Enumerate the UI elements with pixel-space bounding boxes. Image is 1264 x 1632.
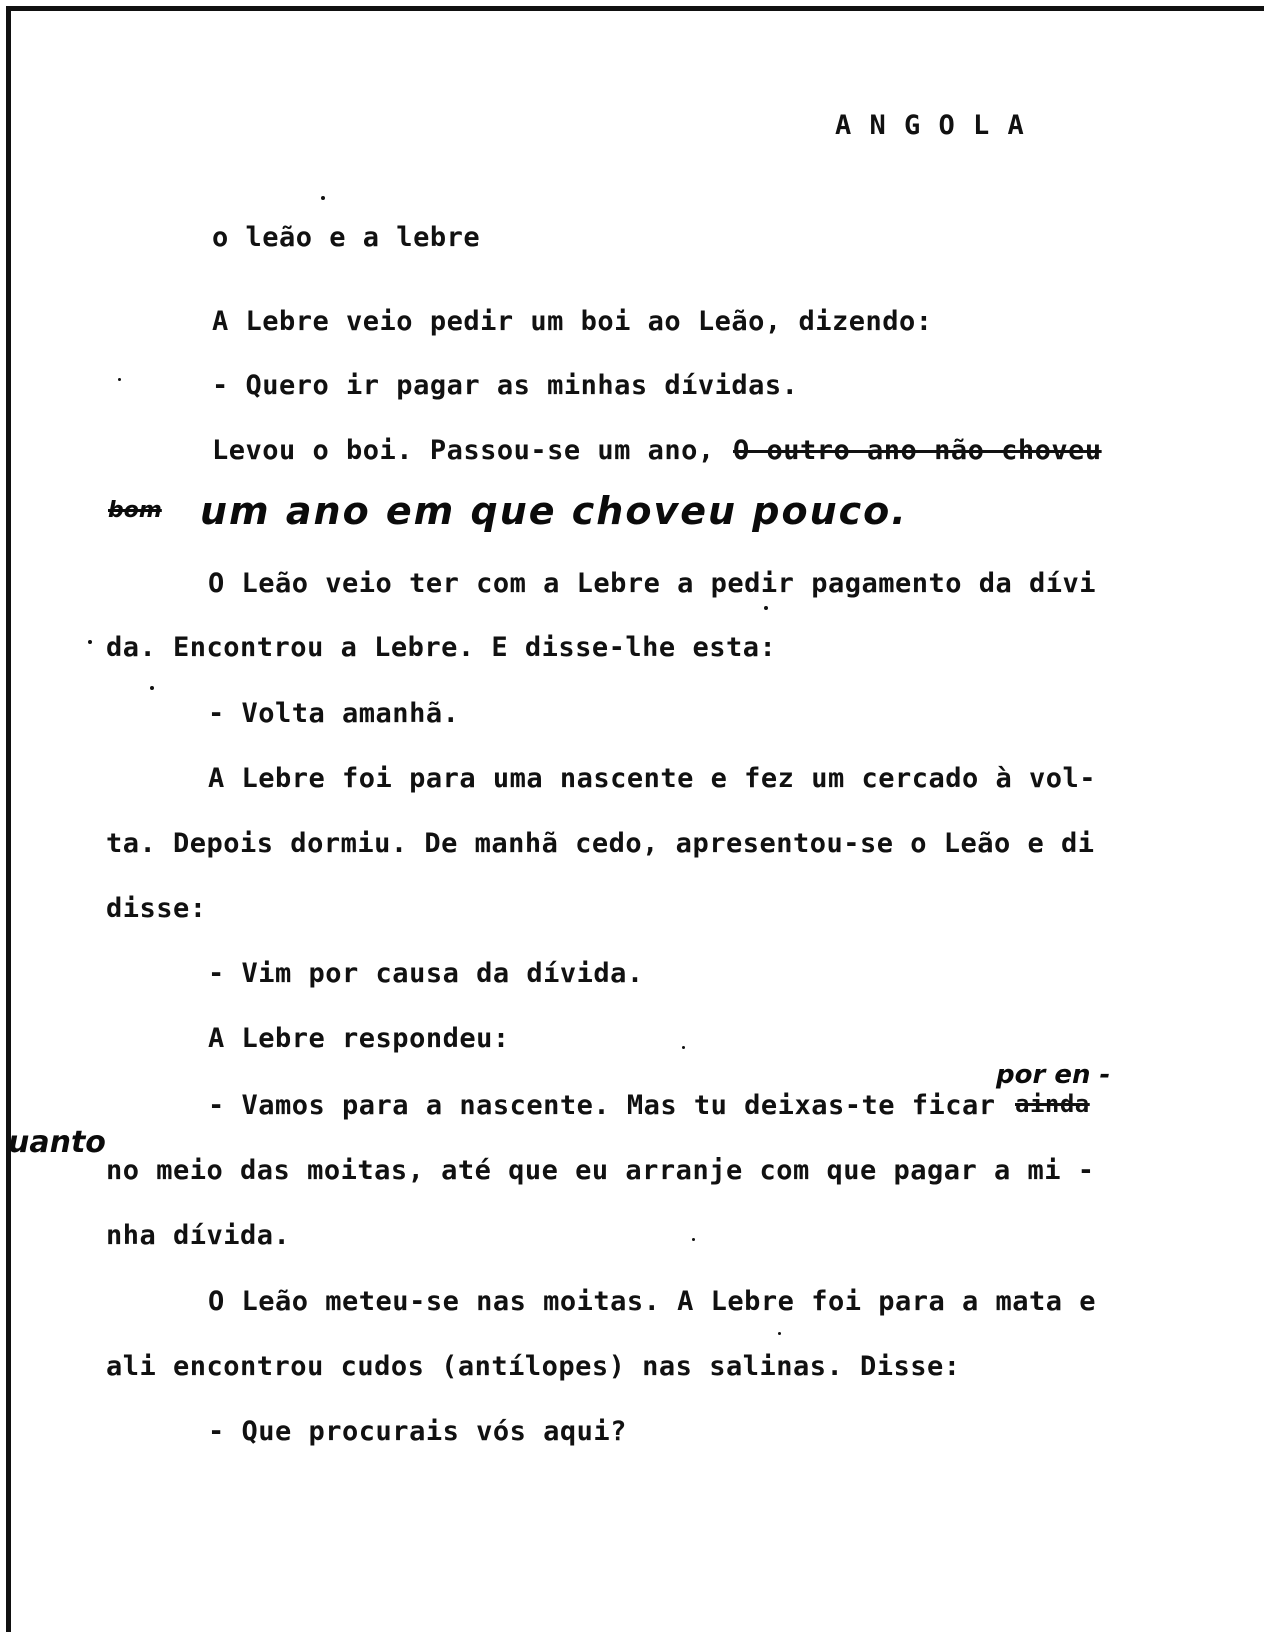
text-line: da. Encontrou a Lebre. E disse-lhe esta: [106,632,777,663]
text-line: disse: [106,893,207,924]
text-line: nha dívida. [106,1220,291,1251]
ink-speck [321,196,325,200]
text-line: O Leão veio ter com a Lebre a pedir pagamento da dívi [208,568,1097,599]
text-line: O Leão meteu-se nas moitas. A Lebre foi para a mata e [208,1286,1097,1317]
text-line: - Que procurais vós aqui? [208,1416,627,1447]
text-line: A Lebre veio pedir um boi ao Leão, dizendo: [212,306,933,337]
text-line: Levou o boi. Passou-se um ano, [212,435,715,466]
text-line: - Vamos para a nascente. Mas tu deixas-te ficar [208,1090,996,1121]
text-line: A Lebre foi para uma nascente e fez um cercado à vol- [208,763,1097,794]
text-line: ali encontrou cudos (antílopes) nas salinas. Disse: [106,1351,961,1382]
ink-speck [88,640,92,644]
ink-speck [682,1046,685,1049]
struck-out-text: O outro ano não choveu [733,435,1102,466]
struck-out-text: ainda [1015,1090,1090,1118]
text-line: - Volta amanhã. [208,698,460,729]
text-line: no meio das moitas, até que eu arranje com que pagar a mi - [106,1155,1095,1186]
handwritten-insertion: uanto [8,1125,106,1160]
text-line: A Lebre respondeu: [208,1023,510,1054]
text-line: ta. Depois dormiu. De manhã cedo, apresentou-se o Leão e di [106,828,1095,859]
ink-speck [150,686,154,690]
handwritten-insertion: um ano em que choveu pouco. [200,489,908,533]
text-line: - Vim por causa da dívida. [208,958,644,989]
text-line: - Quero ir pagar as minhas dívidas. [212,370,799,401]
page-border-top [6,6,1264,11]
ink-speck [764,606,768,610]
struck-out-handwriting: bom [108,498,162,523]
ink-speck [778,1332,781,1335]
ink-speck [692,1238,695,1241]
story-title: o leão e a lebre [212,222,481,253]
page-border-left [6,6,11,1632]
handwritten-insertion: por en - [996,1060,1111,1090]
ink-speck [118,378,121,381]
document-header: A N G O L A [835,110,1025,141]
